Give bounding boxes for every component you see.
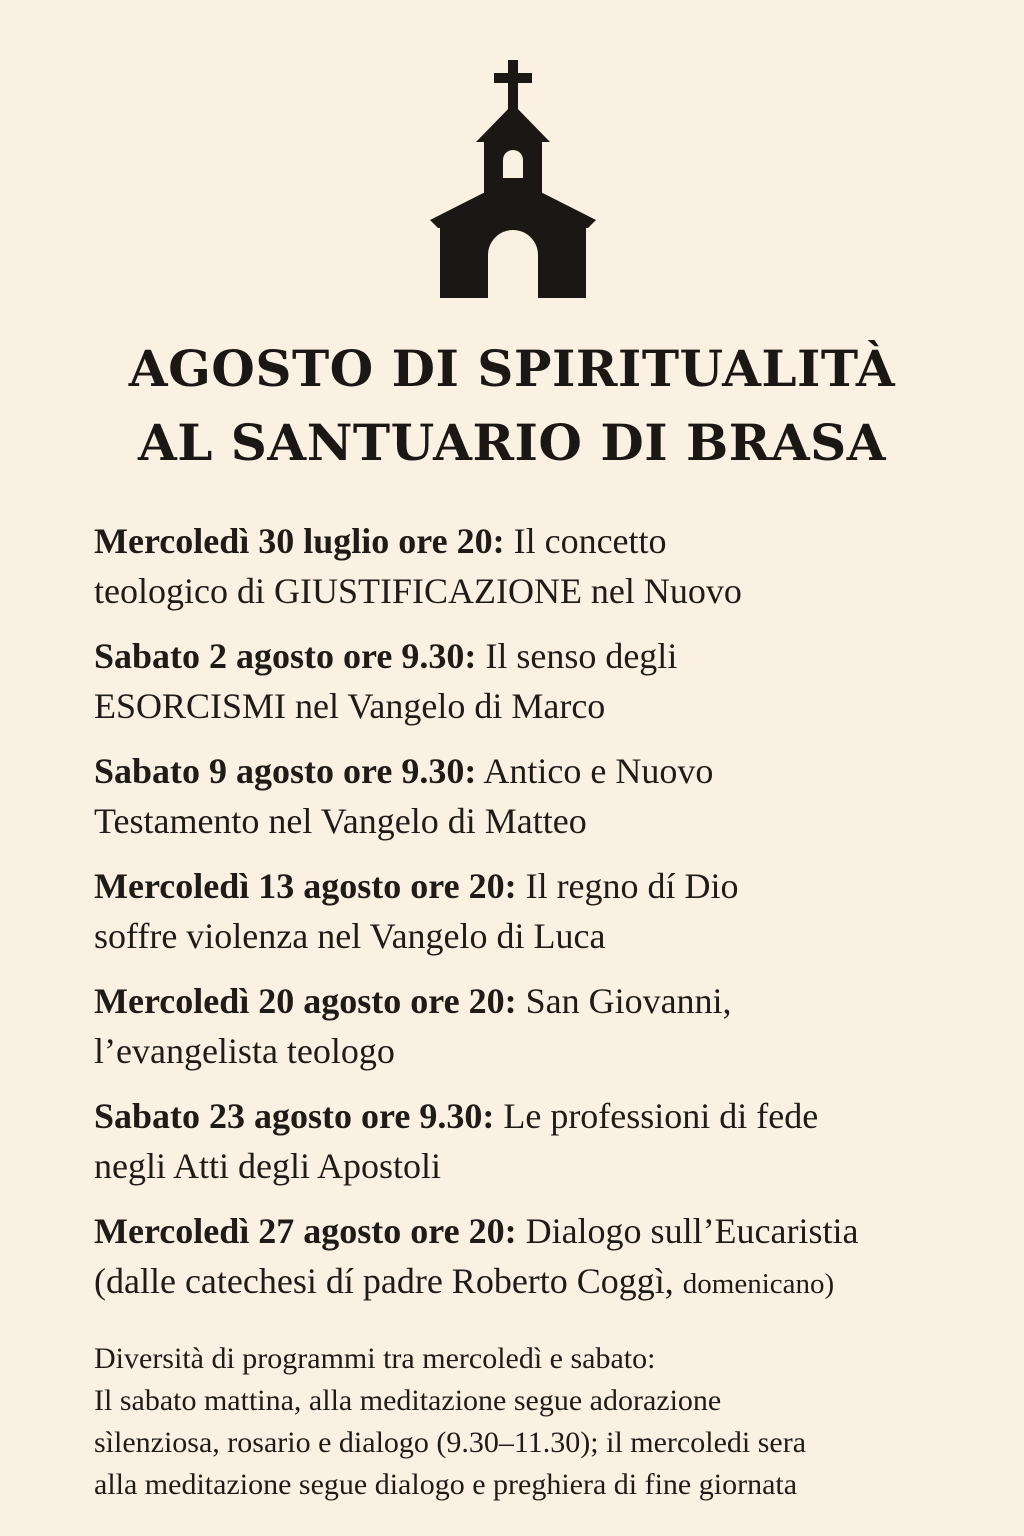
event-title: San Giovanni,: [525, 981, 732, 1021]
event-item: Sabato 9 agosto ore 9.30: Antico e Nuovo Testamento nel Vangelo di Matteo: [94, 751, 714, 841]
event-date: Sabato 9 agosto ore 9.30: [94, 751, 465, 791]
title-line-1: AGOSTO DI SPIRITUALITÀ: [128, 339, 896, 398]
event-title: Dialogo sull’Eucaristia: [525, 1211, 859, 1251]
event-item: Sabato 2 agosto ore 9.30: Il senso degli ESORCISMI nel Vangelo di Marco: [94, 636, 678, 726]
event-title: Antico e Nuovo: [483, 751, 714, 791]
event-title: Il concetto: [513, 521, 667, 561]
church-icon: [430, 60, 596, 298]
event-date: Mercoledì 30 luglio ore 20: [94, 521, 493, 561]
event-item: Mercoledì 30 luglio ore 20: Il concetto teologico di GIUSTIFICAZIONE nel Nuovo: [94, 521, 742, 611]
event-title-cont: l’evangelista teologo: [94, 1031, 395, 1071]
event-title-cont: negli Atti degli Apostoli: [94, 1146, 442, 1186]
page-title: [0, 332, 1024, 480]
note-line-3: sìlenziosa, rosario e dialogo (9.30–11.30); il mercoledi sera: [94, 1426, 807, 1459]
program-note: [94, 1338, 1004, 1506]
event-date: Sabato 2 agosto ore 9.30: [94, 636, 465, 676]
event-item: Sabato 23 agosto ore 9.30: Le professioni di fede negli Atti degli Apostoli: [94, 1096, 819, 1186]
event-date: Mercoledì 27 agosto ore 20: [94, 1211, 505, 1251]
title-line-2: AL SANTUARIO DI BRASA: [137, 413, 887, 472]
event-title-small: domenicano): [682, 1268, 835, 1300]
event-title: Il senso degli: [485, 636, 678, 676]
event-title: Il regno dí Dio: [525, 866, 739, 906]
event-title-cont: Testamento nel Vangelo di Matteo: [94, 801, 587, 841]
event-title-cont: teologico di GIUSTIFICAZIONE nel Nuovo: [94, 571, 742, 611]
event-date: Sabato 23 agosto ore 9.30: [94, 1096, 483, 1136]
note-line-4: alla meditazione segue dialogo e preghiera di fine giornata: [94, 1468, 798, 1501]
note-line-1: Diversità di programmi tra mercoledì e sabato:: [94, 1342, 656, 1375]
event-item: Mercoledì 27 agosto ore 20: Dialogo sull’Eucaristia (dalle catechesi dí padre Roberto Coggì, domenicano): [94, 1211, 859, 1301]
event-title-cont: soffre violenza nel Vangelo di Luca: [94, 916, 606, 956]
event-date: Mercoledì 20 agosto ore 20: [94, 981, 505, 1021]
event-item: Mercoledì 13 agosto ore 20: Il regno dí Dio soffre violenza nel Vangelo di Luca: [94, 866, 739, 956]
event-title-cont: (dalle catechesi dí padre Roberto Coggì,: [94, 1261, 674, 1301]
event-item: Mercoledì 20 agosto ore 20: San Giovanni, l’evangelista teologo: [94, 981, 732, 1071]
event-date: Mercoledì 13 agosto ore 20: [94, 866, 505, 906]
note-line-2: Il sabato mattina, alla meditazione segue adorazione: [94, 1384, 722, 1417]
event-title: Le professioni di fede: [503, 1096, 819, 1136]
event-list: [94, 516, 1004, 1309]
event-title-cont: ESORCISMI nel Vangelo di Marco: [94, 686, 606, 726]
